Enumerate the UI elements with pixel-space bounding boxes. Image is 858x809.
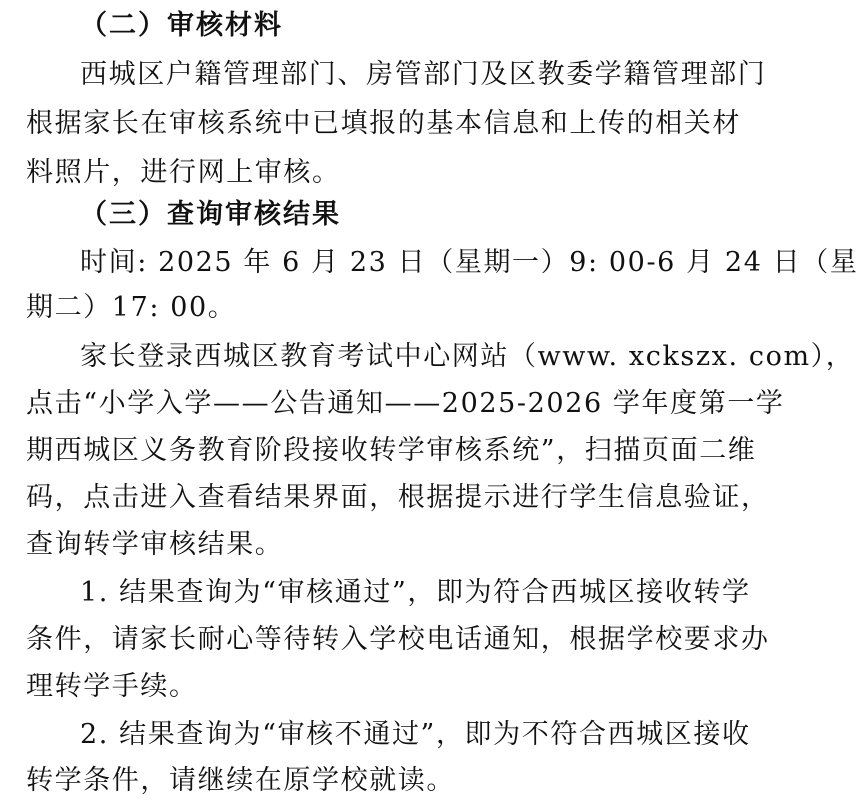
paragraph-line: 条件，请家长耐心等待转入学校电话通知，根据学校要求办	[26, 624, 770, 655]
paragraph-line: 点击“小学入学——公告通知——2025-2026 学年度第一学	[26, 388, 785, 419]
paragraph-line: 西城区户籍管理部门、房管部门及区教委学籍管理部门	[80, 59, 767, 90]
list-item-approved: 1. 结果查询为“审核通过”，即为符合西城区接收转学	[80, 577, 751, 608]
paragraph-line: 理转学手续。	[26, 671, 198, 702]
paragraph-line: 时间: 2025 年 6 月 23 日（星期一）9: 00-6 月 24 日（星	[80, 247, 858, 278]
section-heading-query-results: （三）查询审核结果	[80, 199, 341, 230]
paragraph-line: 期二）17: 00。	[26, 292, 237, 323]
paragraph-line: 家长登录西城区教育考试中心网站（www. xckszx. com），	[80, 341, 855, 372]
paragraph-line: 转学条件，请继续在原学校就读。	[26, 765, 455, 796]
paragraph-line: 查询转学审核结果。	[26, 529, 284, 560]
list-item-rejected: 2. 结果查询为“审核不通过”，即为不符合西城区接收	[80, 719, 751, 750]
paragraph-line: 码，点击进入查看结果界面，根据提示进行学生信息验证，	[26, 482, 770, 513]
section-heading-review-materials: （二）审核材料	[80, 10, 283, 41]
paragraph-line: 期西城区义务教育阶段接收转学审核系统”，扫描页面二维	[26, 435, 757, 466]
paragraph-line: 根据家长在审核系统中已填报的基本信息和上传的相关材	[26, 108, 741, 139]
paragraph-line: 料照片，进行网上审核。	[26, 157, 341, 188]
